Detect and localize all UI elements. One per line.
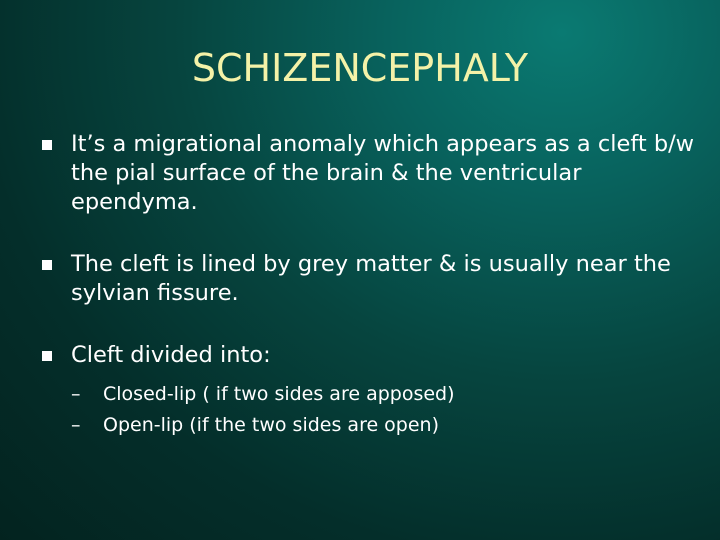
square-bullet-icon (42, 260, 52, 270)
dash-bullet-icon: – (71, 383, 81, 405)
sub-bullet-item (71, 410, 700, 441)
bullet-text: The cleft is lined by grey matter & is usually near the sylvian fissure. (71, 251, 671, 306)
bullet-text: Cleft divided into: (71, 342, 271, 368)
bullet-text: It’s a migrational anomaly which appears as a cleft b/w the pial surface of the brain & the ventricular ependyma. (71, 131, 695, 215)
square-bullet-icon (42, 140, 52, 150)
sub-bullet-text: Closed-lip ( if two sides are apposed) (103, 383, 455, 405)
bullet-item (40, 130, 700, 217)
dash-bullet-icon: – (71, 414, 81, 436)
sub-bullet-item (71, 379, 700, 410)
bullet-list (40, 130, 700, 441)
bullet-item (40, 250, 700, 308)
sub-bullet-text: Open-lip (if the two sides are open) (103, 414, 440, 436)
square-bullet-icon (42, 351, 52, 361)
bullet-item (40, 341, 700, 441)
sub-bullet-list (71, 379, 700, 441)
slide-title: SCHIZENCEPHALY (191, 46, 529, 90)
